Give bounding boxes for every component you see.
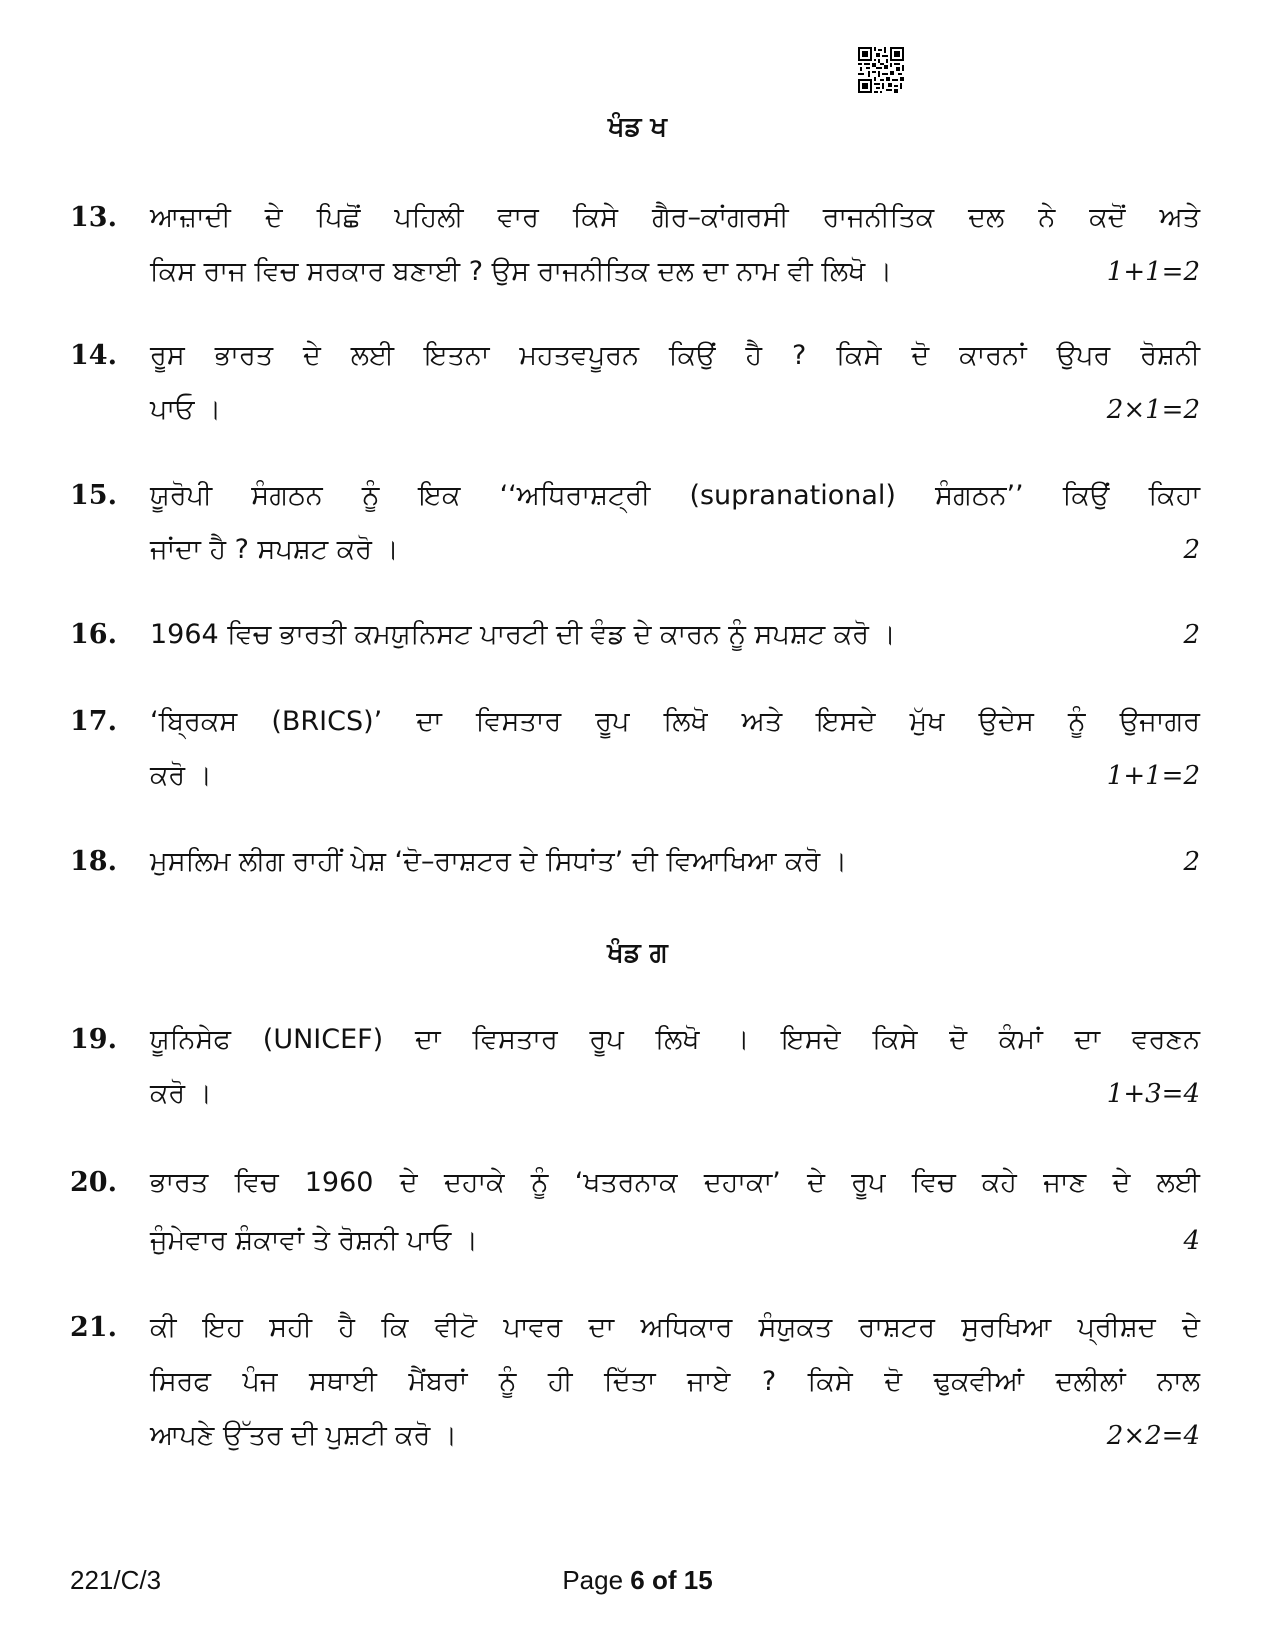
paper-code: 221/C/3: [70, 1565, 162, 1595]
question-number: 13.: [70, 202, 117, 233]
question-line: ਕਰੋ ।: [150, 760, 212, 791]
page-current: 6: [630, 1565, 645, 1595]
question-text: [150, 191, 1200, 299]
question-18: [70, 835, 1200, 889]
question-text: [150, 469, 1200, 577]
question-line: ਰੂਸ ਭਾਰਤ ਦੇ ਲਈ ਇਤਨਾ ਮਹਤਵਪੂਰਨ ਕਿਉਂ ਹੈ ? ਕਿਸੇ ਦੋ ਕਾਰਨਾਂ ਉਪਰ ਰੋਸ਼ਨੀ: [150, 340, 1200, 371]
question-20: [70, 1156, 1200, 1272]
question-line: ‘ਬ੍ਰਿਕਸ (BRICS)’ ਦਾ ਵਿਸਤਾਰ ਰੂਪ ਲਿਖੋ ਅਤੇ ਇਸਦੇ ਮੁੱਖ ਉਦੇਸ ਨੂੰ ਉਜਾਗਰ: [150, 706, 1200, 737]
question-line: ਪਾਓ ।: [150, 394, 222, 425]
page-number: [0, 1565, 1275, 1596]
marks: 2: [1183, 535, 1200, 565]
question-16: [70, 608, 1200, 662]
question-line: ਆਜ਼ਾਦੀ ਦੇ ਪਿਛੋਂ ਪਹਿਲੀ ਵਾਰ ਕਿਸੇ ਗੈਰ–ਕਾਂਗਰਸੀ ਰਾਜਨੀਤਿਕ ਦਲ ਨੇ ਕਦੋਂ ਅਤੇ: [150, 202, 1200, 233]
question-number: 19.: [70, 1024, 117, 1055]
question-21: [70, 1301, 1200, 1463]
question-text: [150, 695, 1200, 803]
question-number: 14.: [70, 340, 117, 371]
question-line: ਸਿਰਫ ਪੰਜ ਸਥਾਈ ਮੈਂਬਰਾਂ ਨੂੰ ਹੀ ਦਿੱਤਾ ਜਾਏ ? ਕਿਸੇ ਦੋ ਢੁਕਵੀਆਂ ਦਲੀਲਾਂ ਨਾਲ: [150, 1366, 1200, 1397]
marks: 1+3=4: [1106, 1079, 1200, 1109]
page-total: 15: [683, 1565, 713, 1595]
section-heading: ਖੰਡ ਖ: [608, 112, 667, 142]
page-of: of: [651, 1565, 677, 1595]
marks: 2×2=4: [1106, 1421, 1200, 1451]
page-prefix: Page: [562, 1565, 624, 1595]
question-19: [70, 1013, 1200, 1121]
question-text: [150, 329, 1200, 437]
question-line: ਯੂਰੋਪੀ ਸੰਗਠਨ ਨੂੰ ਇਕ ‘‘ਅਧਿਰਾਸ਼ਟ੍ਰੀ (supranational) ਸੰਗਠਨ’’ ਕਿਉਂ ਕਿਹਾ: [150, 480, 1200, 511]
question-line: ਆਪਣੇ ਉੱਤਰ ਦੀ ਪੁਸ਼ਟੀ ਕਰੋ ।: [150, 1420, 458, 1451]
question-number: 20.: [70, 1167, 117, 1198]
question-line: ਜਾਂਦਾ ਹੈ ? ਸਪਸ਼ਟ ਕਰੋ ।: [150, 534, 399, 565]
question-number: 15.: [70, 480, 117, 511]
question-line: ਕਿਸ ਰਾਜ ਵਿਚ ਸਰਕਾਰ ਬਣਾਈ ? ਉਸ ਰਾਜਨੀਤਿਕ ਦਲ ਦਾ ਨਾਮ ਵੀ ਲਿਖੋ ।: [150, 256, 893, 287]
question-number: 16.: [70, 619, 117, 650]
question-line: ਕਰੋ ।: [150, 1078, 212, 1109]
question-15: [70, 469, 1200, 577]
marks: 1+1=2: [1106, 761, 1200, 791]
question-text: [150, 608, 1200, 662]
question-line: 1964 ਵਿਚ ਭਾਰਤੀ ਕਮਯੁਨਿਸਟ ਪਾਰਟੀ ਦੀ ਵੰਡ ਦੇ ਕਾਰਨ ਨੂੰ ਸਪਸ਼ਟ ਕਰੋ ।: [150, 619, 896, 650]
question-text: [150, 1013, 1200, 1121]
marks: 2: [1183, 847, 1200, 877]
marks: 4: [1183, 1226, 1200, 1256]
question-line: ਯੂਨਿਸੇਫ (UNICEF) ਦਾ ਵਿਸਤਾਰ ਰੂਪ ਲਿਖੋ । ਇਸਦੇ ਕਿਸੇ ਦੋ ਕੰਮਾਂ ਦਾ ਵਰਣਨ: [150, 1024, 1200, 1055]
question-text: [150, 1156, 1200, 1272]
question-line: ਮੁਸਲਿਮ ਲੀਗ ਰਾਹੀਂ ਪੇਸ਼ ‘ਦੋ–ਰਾਸ਼ਟਰ ਦੇ ਸਿਧਾਂਤ’ ਦੀ ਵਿਆਖਿਆ ਕਰੋ ।: [150, 846, 848, 877]
question-text: [150, 1301, 1200, 1463]
question-number: 17.: [70, 706, 117, 737]
question-line: ਕੀ ਇਹ ਸਹੀ ਹੈ ਕਿ ਵੀਟੋ ਪਾਵਰ ਦਾ ਅਧਿਕਾਰ ਸੰਯੁਕਤ ਰਾਸ਼ਟਰ ਸੁਰਖਿਆ ਪ੍ਰੀਸ਼ਦ ਦੇ: [150, 1312, 1200, 1343]
qr-code-icon: [858, 47, 904, 93]
question-number: 21.: [70, 1312, 117, 1343]
question-line: ਜੁੰਮੇਵਾਰ ਸ਼ੰਕਾਵਾਂ ਤੇ ਰੋਸ਼ਨੀ ਪਾਓ ।: [150, 1225, 479, 1256]
marks: 2×1=2: [1106, 395, 1200, 425]
question-line: ਭਾਰਤ ਵਿਚ 1960 ਦੇ ਦਹਾਕੇ ਨੂੰ ‘ਖਤਰਨਾਕ ਦਹਾਕਾ’ ਦੇ ਰੂਪ ਵਿਚ ਕਹੇ ਜਾਣ ਦੇ ਲਈ: [150, 1167, 1200, 1198]
question-17: [70, 695, 1200, 803]
question-text: [150, 835, 1200, 889]
question-14: [70, 329, 1200, 437]
marks: 2: [1183, 620, 1200, 650]
question-13: [70, 191, 1200, 299]
marks: 1+1=2: [1106, 257, 1200, 287]
section-heading: ਖੰਡ ਗ: [607, 938, 668, 968]
question-number: 18.: [70, 846, 117, 877]
